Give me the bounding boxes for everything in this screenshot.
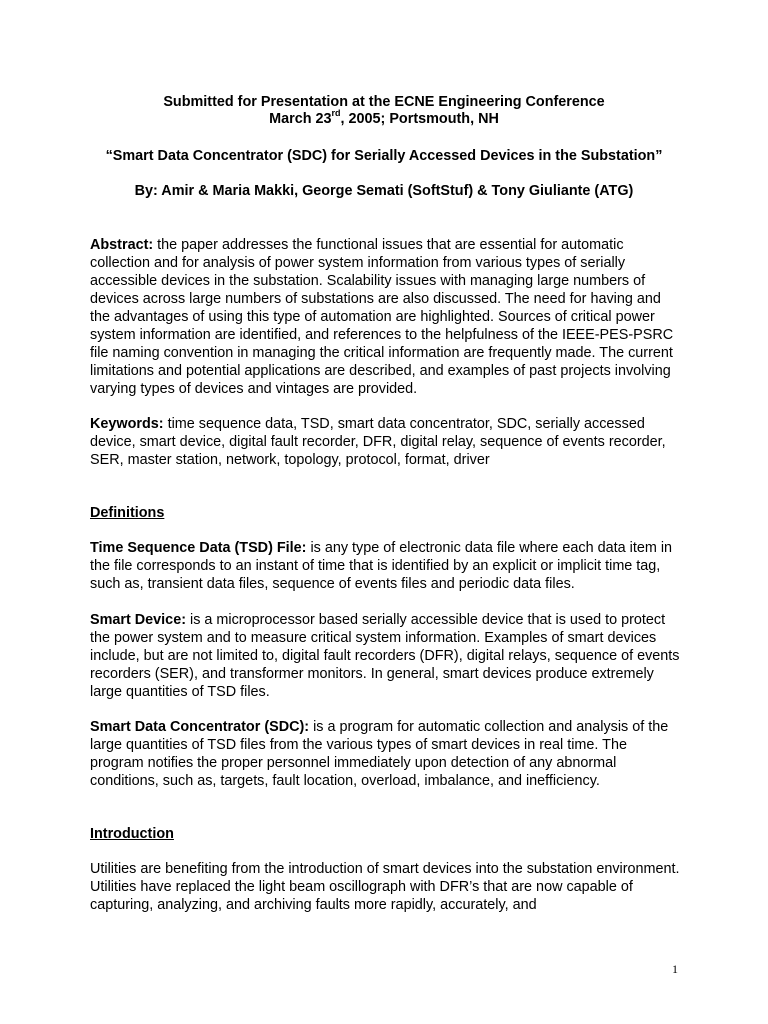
conference-date: [0, 108, 768, 128]
definition-sdc: [90, 718, 680, 790]
introduction-heading: Introduction: [90, 826, 174, 842]
definition-sdc-text: is a program for automatic collection and analysis of the large quantities of TSD files from the various types of smart devices in real time. The program notifies the proper personnel immediately upon detection of any abnormal conditions, such as, targets, fault location, overload, imbalance, and inefficiency.: [90, 719, 669, 789]
definition-tsd-text: is any type of electronic data file where each data item in the file corresponds to an instant of time that is identified by an explicit or implicit time tag, such as, transient data files, sequence of events files and periodic data files.: [90, 540, 673, 592]
definition-tsd-term: Time Sequence Data (TSD) File:: [90, 540, 307, 556]
submission-line: Submitted for Presentation at the ECNE Engineering Conference: [163, 94, 605, 110]
definition-smart-device-term: Smart Device:: [90, 612, 186, 628]
definition-sdc-term: Smart Data Concentrator (SDC):: [90, 719, 310, 735]
paper-title: “Smart Data Concentrator (SDC) for Serially Accessed Devices in the Substation”: [105, 148, 663, 164]
date-month-day: March 23: [269, 111, 332, 127]
keywords-paragraph: [90, 415, 680, 469]
definitions-heading: Definitions: [90, 505, 165, 521]
abstract-label: Abstract:: [90, 237, 154, 253]
date-suffix: rd: [331, 108, 341, 119]
introduction-paragraph: Utilities are benefiting from the introduction of smart devices into the substation environment. Utilities have replaced the light beam oscillograph with DFR’s that are now capable of capturing, analyzing, and archiving faults more rapidly, accurately, and: [90, 861, 680, 913]
abstract-paragraph: [90, 236, 680, 398]
definition-tsd: [90, 539, 680, 593]
definition-smart-device: [90, 611, 680, 701]
definition-smart-device-text: is a microprocessor based serially accessible device that is used to protect the power system and to measure critical system information. Examples of smart devices include, but are not limited to, digital fault recorders (DFR), digital relays, sequence of events recorders (SER), and transformer monitors. In general, smart devices produce extremely large quantities of TSD files.: [90, 612, 680, 700]
keywords-label: Keywords:: [90, 416, 164, 432]
abstract-text: the paper addresses the functional issues that are essential for automatic collection and for analysis of power system information from various types of serially accessible devices in the substation. Scalability issues with managing large numbers of devices across large numbers of substations are also discussed. The need for having and the advantages of using this type of automation are highlighted. Sources of critical power system information are identified, and references to the helpfulness of the IEEE-PES-PSRC file naming convention in managing the critical information are frequently made. The current limitations and potential applications are described, and examples of past projects involving varying types of devices and vintages are provided.: [90, 237, 674, 397]
page-number: 1: [672, 962, 678, 976]
keywords-text: time sequence data, TSD, smart data concentrator, SDC, serially accessed device, smart device, digital fault recorder, DFR, digital relay, sequence of events recorder, SER, master station, network, topology, protocol, format, driver: [90, 416, 666, 468]
date-rest: , 2005; Portsmouth, NH: [340, 111, 499, 127]
paper-authors: By: Amir & Maria Makki, George Semati (SoftStuf) & Tony Giuliante (ATG): [134, 183, 634, 199]
